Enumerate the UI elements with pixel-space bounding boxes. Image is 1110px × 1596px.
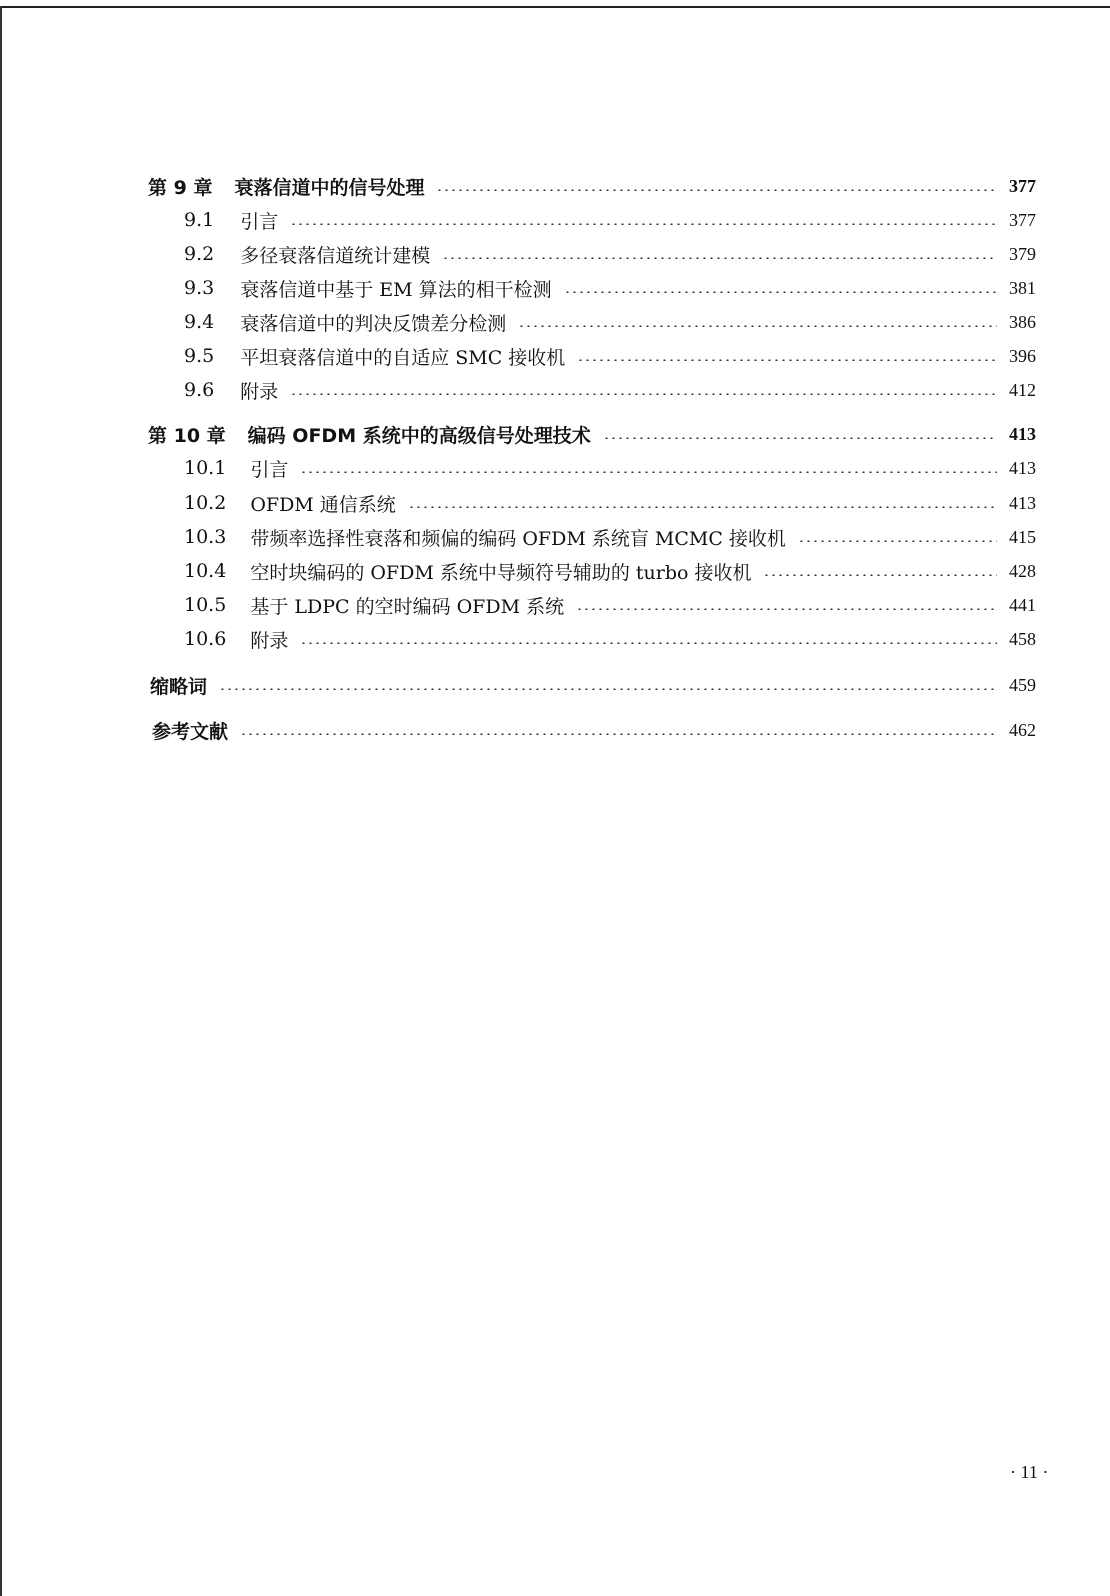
dot-leader (442, 257, 997, 259)
toc-section-10-5[interactable] (184, 590, 1036, 620)
page-number: 412 (1009, 379, 1036, 400)
page-number: 459 (1009, 674, 1036, 695)
page-number: 386 (1009, 311, 1036, 332)
page-number: 441 (1009, 594, 1036, 615)
dot-leader (240, 733, 997, 735)
abbreviations-title: 缩略词 (150, 675, 208, 698)
section-title: OFDM 通信系统 (250, 493, 396, 516)
toc-section-9-3[interactable] (184, 273, 1036, 303)
toc-section-10-3[interactable] (184, 522, 1036, 552)
section-number: 9.5 (184, 345, 215, 367)
toc-section-9-5[interactable] (184, 341, 1036, 371)
toc-section-9-2[interactable] (184, 239, 1036, 269)
section-title: 多径衰落信道统计建模 (240, 244, 431, 267)
toc-chapter-10[interactable] (148, 419, 1036, 449)
dot-leader (290, 393, 997, 395)
toc-section-10-2[interactable] (184, 488, 1036, 518)
page-number: 379 (1009, 243, 1036, 264)
section-number: 10.1 (184, 457, 227, 479)
section-number: 10.4 (184, 560, 227, 582)
toc-abbreviations[interactable] (150, 670, 1036, 700)
dot-leader (576, 608, 997, 610)
dot-leader (219, 688, 997, 690)
toc-references[interactable] (152, 715, 1036, 745)
page-number: 458 (1009, 628, 1036, 649)
section-title: 引言 (240, 210, 279, 233)
page-number: 413 (1009, 423, 1036, 444)
chapter-title: 编码 OFDM 系统中的高级信号处理技术 (247, 424, 591, 447)
page-number: 413 (1009, 492, 1036, 513)
section-number: 9.3 (184, 277, 215, 299)
page-footer-number: · 11 · (1010, 1462, 1049, 1482)
section-title: 附录 (240, 380, 279, 403)
top-rule (0, 6, 1110, 8)
chapter-title: 衰落信道中的信号处理 (234, 176, 425, 199)
section-title: 空时块编码的 OFDM 系统中导频符号辅助的 turbo 接收机 (250, 561, 752, 584)
page-number: 462 (1009, 719, 1036, 740)
chapter-number: 第 9 章 (148, 176, 213, 199)
section-title: 衰落信道中的判决反馈差分检测 (240, 312, 507, 335)
section-number: 10.2 (184, 492, 227, 514)
page-number: 381 (1009, 277, 1036, 298)
dot-leader (518, 325, 997, 327)
section-number: 9.1 (184, 209, 215, 231)
references-title: 参考文献 (152, 720, 229, 743)
section-number: 10.5 (184, 594, 227, 616)
dot-leader (577, 359, 997, 361)
dot-leader (290, 223, 997, 225)
toc-section-9-6[interactable] (184, 375, 1036, 405)
dot-leader (436, 189, 997, 191)
dot-leader (763, 574, 997, 576)
page-number: 377 (1009, 209, 1036, 230)
toc-section-9-4[interactable] (184, 307, 1036, 337)
dot-leader (300, 642, 997, 644)
page-number: 377 (1009, 175, 1036, 196)
toc-section-9-1[interactable] (184, 205, 1036, 235)
section-title: 平坦衰落信道中的自适应 SMC 接收机 (240, 346, 566, 369)
section-number: 10.3 (184, 526, 227, 548)
dot-leader (603, 437, 997, 439)
section-number: 10.6 (184, 628, 227, 650)
chapter-number: 第 10 章 (148, 424, 226, 447)
page-number: 413 (1009, 457, 1036, 478)
dot-leader (564, 291, 997, 293)
page-number: 415 (1009, 526, 1036, 547)
toc-section-10-4[interactable] (184, 556, 1036, 586)
section-title: 带频率选择性衰落和频偏的编码 OFDM 系统盲 MCMC 接收机 (250, 527, 786, 550)
section-title: 附录 (250, 629, 289, 652)
toc-chapter-9[interactable] (148, 171, 1036, 201)
dot-leader (300, 471, 997, 473)
page-number: 428 (1009, 560, 1036, 581)
section-number: 9.4 (184, 311, 215, 333)
dot-leader (408, 506, 997, 508)
section-title: 引言 (250, 458, 289, 481)
left-rule (0, 6, 2, 1596)
dot-leader (798, 540, 997, 542)
section-number: 9.6 (184, 379, 215, 401)
page-number: 396 (1009, 345, 1036, 366)
section-number: 9.2 (184, 243, 215, 265)
section-title: 衰落信道中基于 EM 算法的相干检测 (240, 278, 552, 301)
toc-section-10-6[interactable] (184, 624, 1036, 654)
section-title: 基于 LDPC 的空时编码 OFDM 系统 (250, 595, 565, 618)
toc-section-10-1[interactable] (184, 453, 1036, 483)
